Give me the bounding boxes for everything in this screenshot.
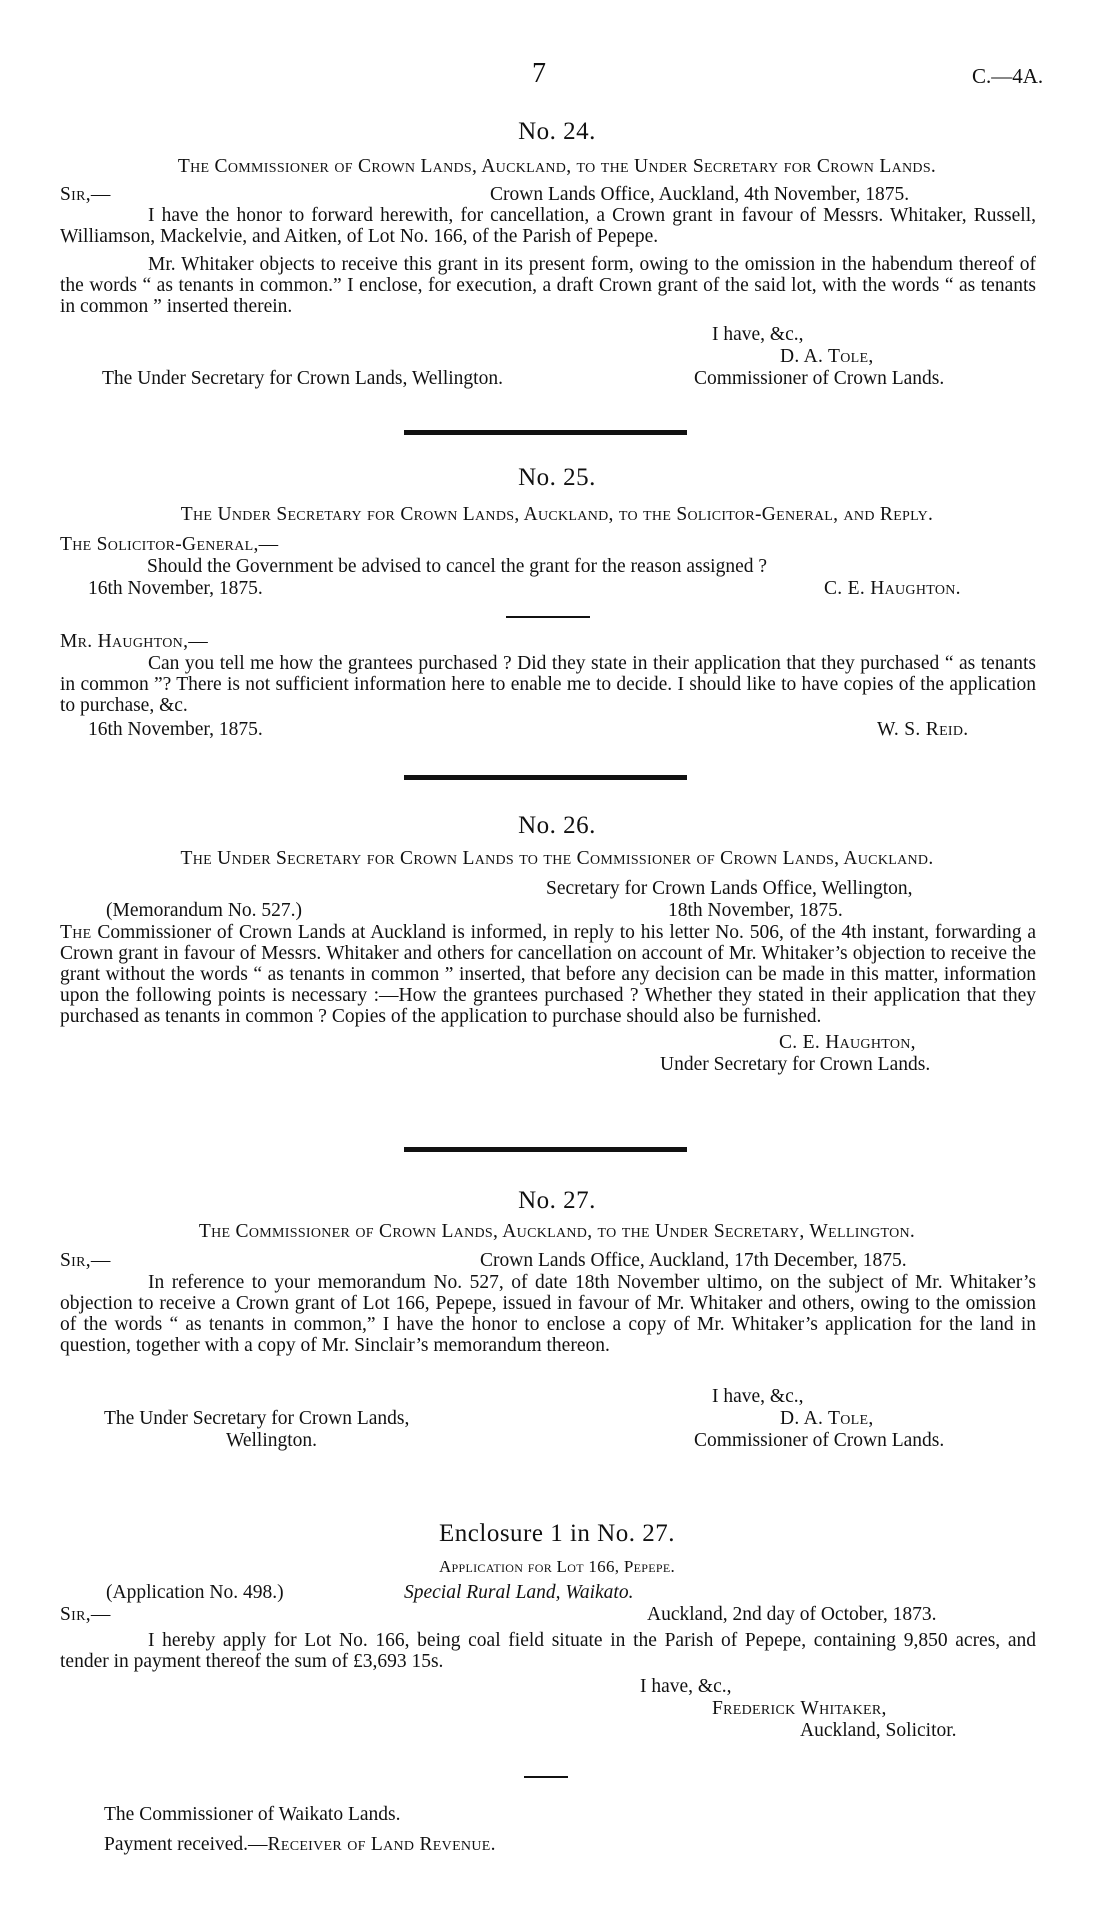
no25-date-2: 16th November, 1875. bbox=[88, 719, 263, 740]
no25-signer-2: W. S. Reid. bbox=[877, 719, 969, 740]
no24-addressee: The Under Secretary for Crown Lands, Wellington. bbox=[102, 368, 503, 389]
payment-signer: Receiver of Land Revenue. bbox=[267, 1834, 496, 1855]
no27-salutation: Sir,— bbox=[60, 1250, 111, 1271]
no24-signer-name: D. A. Tole, bbox=[780, 346, 874, 367]
no25-reply: Can you tell me how the grantees purchased ? Did they state in their application that they purchased “ as tenants in common ”? There is not sufficient information here to enable me to decide. I should like to have copies of the application to purchase, &c. bbox=[60, 653, 1036, 716]
no24-origin: Crown Lands Office, Auckland, 4th November, 1875. bbox=[490, 184, 910, 205]
no25-salutation-2: Mr. Haughton,— bbox=[60, 631, 209, 652]
no27-signer-title: Commissioner of Crown Lands. bbox=[694, 1430, 945, 1451]
no27-closing: I have, &c., bbox=[712, 1386, 804, 1407]
enclosure-addressee: The Commissioner of Waikato Lands. bbox=[104, 1804, 401, 1825]
enclosure-heading: Enclosure 1 in No. 27. bbox=[439, 1520, 675, 1547]
no26-body-lead: The bbox=[60, 922, 92, 943]
no25-routing: The Under Secretary for Crown Lands, Auckland, to the Solicitor-General, and Reply. bbox=[180, 504, 934, 525]
no25-question: Should the Government be advised to cancel the grant for the reason assigned ? bbox=[147, 556, 768, 577]
no26-body bbox=[60, 922, 1036, 1027]
no26-signer-title: Under Secretary for Crown Lands. bbox=[660, 1054, 931, 1075]
enclosure-land-type: Special Rural Land, Waikato. bbox=[404, 1582, 634, 1603]
no25-salutation: The Solicitor-General,— bbox=[60, 534, 279, 555]
no27-routing: The Commissioner of Crown Lands, Auckland, to the Under Secretary, Wellington. bbox=[198, 1221, 916, 1242]
no24-paragraph-1: I have the honor to forward herewith, for cancellation, a Crown grant in favour of Messrs. Whitaker, Russell, Williamson, Mackelvie, and Aitken, of Lot No. 166, of the Parish of Pepepe. bbox=[60, 205, 1036, 247]
no24-heading: No. 24. bbox=[518, 118, 596, 145]
page-number: 7 bbox=[532, 58, 547, 89]
no25-signer-1: C. E. Haughton. bbox=[824, 578, 961, 599]
enclosure-signer-name: Frederick Whitaker, bbox=[712, 1698, 887, 1719]
section-divider bbox=[404, 1147, 687, 1152]
enclosure-subheading: Application for Lot 166, Pepepe. bbox=[438, 1557, 676, 1576]
no24-paragraph-2: Mr. Whitaker objects to receive this grant in its present form, owing to the omission in the habendum thereof of the words “ as tenants in common.” I enclose, for execution, a draft Crown grant of the said lot, with the words “ as tenants in common ” inserted therein. bbox=[60, 254, 1036, 317]
no25-heading: No. 25. bbox=[518, 464, 596, 491]
enclosure-application-number: (Application No. 498.) bbox=[106, 1582, 284, 1603]
no24-signer-title: Commissioner of Crown Lands. bbox=[694, 368, 945, 389]
no26-date: 18th November, 1875. bbox=[668, 900, 843, 921]
no27-origin: Crown Lands Office, Auckland, 17th December, 1875. bbox=[480, 1250, 907, 1271]
no27-body: In reference to your memorandum No. 527, of date 18th November ultimo, on the subject of Mr. Whitaker’s objection to receive a Crown grant of Lot 166, Pepepe, issued in favour of Mr. Whitaker and others, owing to the omission of the words “ as tenants in common,” I have the honor to enclose a copy of Mr. Whitaker’s application for the land in question, together with a copy of Mr. Sinclair’s memorandum thereon. bbox=[60, 1272, 1036, 1356]
enclosure-closing: I have, &c., bbox=[640, 1676, 732, 1697]
enclosure-body: I hereby apply for Lot No. 166, being coal field situate in the Parish of Pepepe, containing 9,850 acres, and tender in payment thereof the sum of £3,693 15s. bbox=[60, 1630, 1036, 1672]
no27-addressee-line-1: The Under Secretary for Crown Lands, bbox=[104, 1408, 410, 1429]
no27-addressee-line-2: Wellington. bbox=[226, 1430, 318, 1451]
no25-date-1: 16th November, 1875. bbox=[88, 578, 263, 599]
no27-signer-name: D. A. Tole, bbox=[780, 1408, 874, 1429]
payment-received-note: Payment received.—Receiver of Land Revenue. bbox=[104, 1834, 496, 1855]
no26-memo-number: (Memorandum No. 527.) bbox=[106, 900, 303, 921]
no26-routing: The Under Secretary for Crown Lands to the Commissioner of Crown Lands, Auckland. bbox=[180, 848, 934, 869]
paper-reference: C.—4A. bbox=[972, 64, 1044, 88]
no24-routing: The Commissioner of Crown Lands, Auckland, to the Under Secretary for Crown Lands. bbox=[177, 156, 937, 177]
section-divider bbox=[404, 775, 687, 780]
enclosure-origin: Auckland, 2nd day of October, 1873. bbox=[647, 1604, 937, 1625]
no26-heading: No. 26. bbox=[518, 812, 596, 839]
no26-body-text: Commissioner of Crown Lands at Auckland is informed, in reply to his letter No. 506, of the 4th instant, forwarding a Crown grant in favour of Messrs. Whitaker and others for cancellation on account of Mr. Whitaker’s objection to receive the grant without the words “ as tenants in common ” inserted, that before any decision can be made in this matter, information upon the following points is necessary :—How the grantees purchased ? Whether they stated in their application that they purchased as tenants in common ? Copies of the application to purchase should also be furnished. bbox=[60, 922, 1036, 1027]
enclosure-signer-title: Auckland, Solicitor. bbox=[800, 1720, 957, 1741]
no24-salutation: Sir,— bbox=[60, 184, 111, 205]
minor-divider bbox=[524, 1776, 568, 1778]
enclosure-salutation: Sir,— bbox=[60, 1604, 111, 1625]
no26-signer-name: C. E. Haughton, bbox=[779, 1032, 916, 1053]
section-divider bbox=[404, 430, 687, 435]
no26-origin: Secretary for Crown Lands Office, Wellington, bbox=[546, 878, 913, 899]
minor-divider bbox=[506, 616, 590, 618]
no27-heading: No. 27. bbox=[518, 1187, 596, 1214]
no24-closing: I have, &c., bbox=[712, 324, 804, 345]
